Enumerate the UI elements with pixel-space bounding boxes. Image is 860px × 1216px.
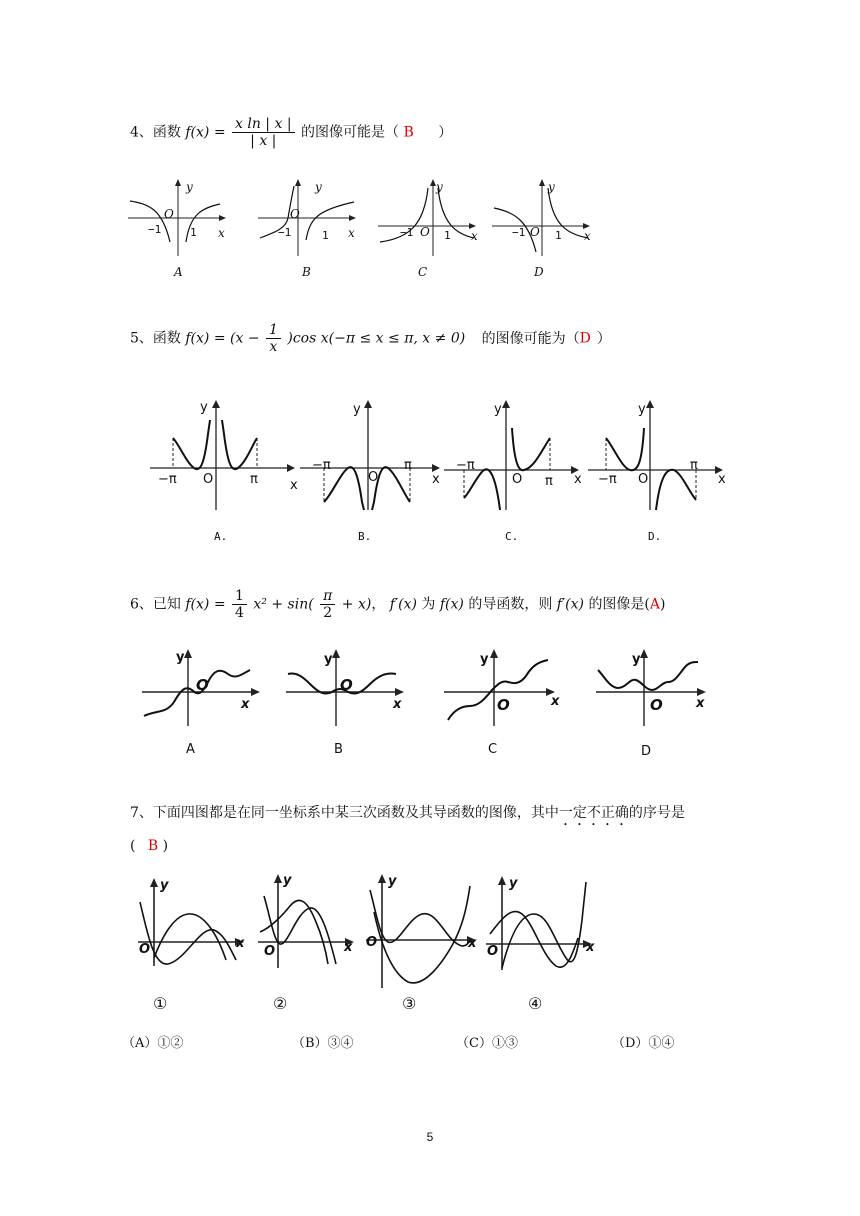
- q5-numerator: 1: [266, 322, 281, 339]
- q4-b-y-label: y: [315, 180, 322, 194]
- q7-1-x-label: x: [236, 936, 245, 951]
- q4-a-x-label: x: [218, 226, 225, 240]
- q6-b-y-label: y: [324, 652, 333, 667]
- q6-denominator-2: 2: [323, 605, 333, 621]
- q6-b-x-label: x: [393, 697, 402, 712]
- q4-graph-c: [378, 178, 488, 258]
- q5-a-tick-pos: π: [250, 472, 258, 487]
- q4-label-b: B: [302, 265, 311, 279]
- q6-fprime-2: f′(x): [556, 596, 584, 613]
- q5-c-tick-neg: −π: [456, 458, 475, 473]
- q6-a-y-label: y: [176, 650, 185, 665]
- q4-prefix: 4、函数: [130, 124, 181, 141]
- q4-d-origin: O: [530, 225, 540, 239]
- q4-b-tick-neg: −1: [278, 226, 292, 239]
- q5-suffix: 的图像可能为（: [481, 330, 580, 347]
- q5-a-origin: O: [203, 472, 214, 487]
- question-4: [130, 116, 452, 149]
- q6-c-x-label: x: [551, 694, 560, 709]
- q6-numerator-2: π: [320, 588, 335, 605]
- q7-emphasis: 一定不正确: [558, 805, 629, 821]
- q5-a-tick-neg: −π: [158, 472, 177, 487]
- q5-lead: f(x) = (x −: [185, 330, 260, 347]
- q6-lead: f(x) =: [185, 596, 226, 613]
- q7-2-x-label: x: [344, 940, 353, 955]
- q5-tail: )cos x(−π ≤ x ≤ π, x ≠ 0): [287, 330, 466, 347]
- q6-d-y-label: y: [632, 652, 641, 667]
- q7-3-origin: O: [366, 935, 378, 950]
- q7-3-y-label: y: [388, 874, 397, 889]
- q4-d-y-label: y: [548, 180, 555, 194]
- q4-d-tick-pos: 1: [555, 229, 562, 242]
- q5-label-c: C.: [505, 530, 519, 543]
- q4-a-origin: O: [164, 207, 174, 221]
- q5-d-tick-neg: −π: [598, 472, 617, 487]
- q4-graph-d: [492, 178, 602, 258]
- q6-c-y-label: y: [480, 652, 489, 667]
- q5-close: ）: [596, 330, 611, 347]
- q6-graph-d: [596, 648, 721, 728]
- q4-label-a: A: [174, 265, 183, 279]
- q5-prefix: 5、函数: [130, 330, 181, 347]
- q5-d-tick-pos: π: [690, 458, 698, 473]
- q7-2-origin: O: [264, 944, 276, 959]
- q5-label-b: B.: [358, 530, 372, 543]
- q7-3-x-label: x: [468, 936, 477, 951]
- q6-denominator-1: 4: [235, 605, 244, 621]
- question-6: [130, 588, 666, 621]
- q4-b-x-label: x: [348, 226, 355, 240]
- q6-label-a: A: [186, 742, 195, 757]
- q4-c-y-label: y: [436, 180, 443, 194]
- q6-fraction-1: [232, 588, 247, 621]
- q4-c-x-label: x: [471, 229, 478, 243]
- q5-label-d: D.: [648, 530, 662, 543]
- q6-text5: 的图像是(: [588, 596, 650, 613]
- q6-tail: + x): [341, 596, 372, 613]
- q6-fx: f(x): [439, 596, 464, 613]
- q5-d-x-label: x: [718, 472, 726, 487]
- q5-answer: D: [579, 330, 591, 347]
- q6-answer: A: [649, 596, 661, 613]
- q4-graph-b: [258, 178, 368, 258]
- q7-label-3: ③: [402, 994, 417, 1013]
- q6-label-b: B: [334, 742, 343, 757]
- q7-answer: B: [147, 838, 159, 854]
- q7-1-origin: O: [139, 942, 151, 957]
- q6-close: ): [660, 596, 666, 613]
- q7-graph-4: [486, 874, 601, 970]
- q6-numerator-1: 1: [232, 588, 247, 605]
- q4-d-tick-neg: −1: [512, 226, 526, 239]
- question-7-line-1: [130, 802, 685, 829]
- q7-label-1: ①: [153, 994, 168, 1013]
- q7-graph-1: [138, 876, 250, 968]
- q4-c-origin: O: [420, 225, 430, 239]
- page-number: 5: [426, 1130, 434, 1144]
- q4-fraction: [232, 116, 295, 149]
- q6-comma: ，: [371, 596, 386, 613]
- q4-b-tick-pos: 1: [322, 229, 329, 242]
- q7-option-c[interactable]: （C）①③: [456, 1036, 518, 1051]
- q5-graph-d: [588, 398, 738, 513]
- q6-text3: 为: [421, 596, 436, 613]
- question-7-line-2: [130, 838, 168, 854]
- q4-c-tick-neg: −1: [400, 226, 414, 239]
- q6-label-d: D: [641, 744, 652, 759]
- q4-a-tick-pos: 1: [190, 226, 197, 239]
- q7-2-y-label: y: [283, 873, 292, 888]
- q5-c-tick-pos: π: [545, 474, 553, 489]
- question-5: [130, 322, 611, 355]
- q5-b-tick-neg: −π: [312, 458, 331, 473]
- q7-option-d[interactable]: （D）①④: [612, 1036, 675, 1051]
- q6-mid: x² + sin(: [253, 596, 314, 613]
- q4-label-d: D: [534, 265, 544, 279]
- q5-c-x-label: x: [574, 472, 582, 487]
- q6-prefix: 6、已知: [130, 596, 181, 613]
- q7-1-y-label: y: [160, 878, 169, 893]
- q6-label-c: C: [488, 742, 498, 757]
- q7-4-x-label: x: [586, 940, 595, 955]
- q6-fraction-2: [320, 588, 335, 621]
- q7-close: ): [162, 838, 169, 854]
- q5-graph-c: [444, 398, 594, 513]
- q7-open: (: [130, 838, 136, 854]
- q4-answer: B: [403, 124, 414, 141]
- q7-4-y-label: y: [509, 876, 518, 891]
- q7-4-origin: O: [487, 944, 499, 959]
- q4-numerator: x ln | x |: [232, 116, 295, 133]
- q6-d-x-label: x: [696, 696, 705, 711]
- q6-graph-c: [444, 648, 569, 728]
- q7-line1: 7、下面四图都是在同一坐标系中某三次函数及其导函数的图像，其中: [130, 805, 559, 821]
- q5-graph-b: [300, 398, 450, 513]
- q4-fname: f(x) =: [185, 124, 226, 141]
- q5-a-x-label: x: [290, 478, 298, 493]
- q4-close: ）: [438, 124, 453, 141]
- q5-graph-a: [150, 398, 300, 513]
- q5-a-y-label: y: [200, 400, 208, 415]
- q7-label-4: ④: [528, 994, 543, 1013]
- q5-b-tick-pos: π: [404, 458, 412, 473]
- q7-option-a[interactable]: （A）①②: [122, 1036, 184, 1051]
- q6-fprime: f′(x): [389, 596, 417, 613]
- q7-option-b[interactable]: （B）③④: [292, 1036, 354, 1051]
- q4-c-tick-pos: 1: [444, 229, 451, 242]
- q4-a-tick-neg: −1: [148, 223, 162, 236]
- q4-b-origin: O: [290, 207, 300, 221]
- q5-label-a: A.: [214, 530, 228, 543]
- q5-c-origin: O: [512, 472, 523, 487]
- q4-d-x-label: x: [584, 229, 591, 243]
- q6-b-origin: O: [340, 676, 353, 694]
- q6-a-x-label: x: [241, 697, 250, 712]
- q5-denominator: x: [269, 339, 278, 355]
- q5-d-y-label: y: [638, 402, 646, 417]
- q7-label-2: ②: [273, 994, 288, 1013]
- q4-label-c: C: [418, 265, 428, 279]
- q5-d-origin: O: [638, 472, 649, 487]
- q6-c-origin: O: [497, 696, 510, 714]
- q4-suffix: 的图像可能是（: [301, 124, 399, 141]
- q6-a-origin: O: [196, 676, 209, 694]
- q5-b-origin: O: [368, 470, 379, 485]
- q5-c-y-label: y: [494, 402, 502, 417]
- q4-a-y-label: y: [186, 180, 193, 194]
- q6-text4: 的导函数，则: [468, 596, 553, 613]
- q5-b-y-label: y: [353, 402, 361, 417]
- q4-graph-a: [128, 178, 238, 258]
- q5-fraction: [266, 322, 281, 355]
- q4-denominator: | x |: [250, 133, 277, 149]
- q6-d-origin: O: [650, 696, 663, 714]
- q7-line1-tail: 的序号是: [628, 805, 685, 821]
- q7-graph-3: [366, 872, 484, 990]
- q5-b-x-label: x: [432, 472, 440, 487]
